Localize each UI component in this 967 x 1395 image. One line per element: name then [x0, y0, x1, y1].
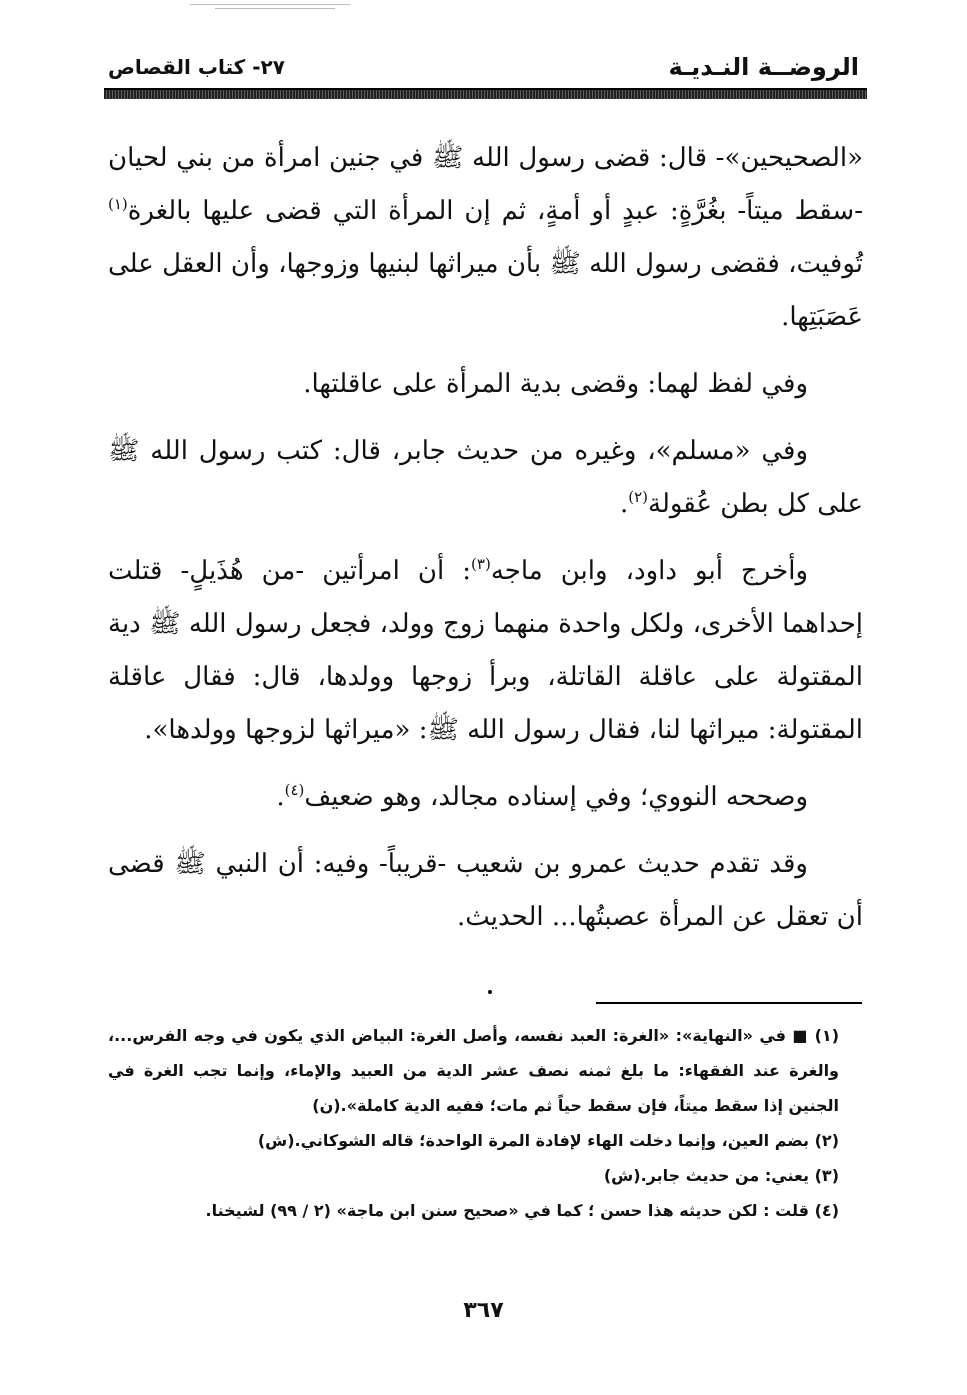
paragraph-text: . — [276, 782, 285, 812]
chapter-title: ٢٧- كتاب القصاص — [108, 55, 285, 79]
paragraph — [108, 358, 863, 411]
footnote-ref: (٤) — [284, 781, 305, 799]
paragraph — [108, 545, 863, 757]
footnote-ref: (٣) — [471, 555, 491, 573]
running-title: الروضــة النـديـة — [668, 53, 859, 81]
paragraph — [108, 132, 863, 344]
paragraph — [108, 838, 863, 944]
footnotes — [108, 1018, 863, 1228]
header-rule — [104, 88, 867, 99]
stray-dot — [488, 990, 492, 994]
paragraph-text: . — [619, 489, 629, 519]
footnote: (١) ■ في «النهاية»: «الغرة: العبد نفسه، وأصل الغرة: البياض الذي يكون في وجه الفرس...، والغرة عند الفقهاء: ما بلغ ثمنه نصف عشر الدية من العبيد والإماء، وإنما تجب الغرة في الجنين إذا سقط ميتاً، فإن سقط حياً ثم مات؛ ففيه الدية كاملة».(ن) — [108, 1026, 839, 1115]
page-number: ٣٦٧ — [463, 1298, 504, 1323]
paragraph-text: وأخرج أبو داود، وابن ماجه — [490, 556, 808, 586]
paragraph-text: تُوفيت، فقضى رسول الله ﷺ بأن ميراثها لبنيها وزوجها، وأن العقل على عَصَبَتِها. — [108, 249, 863, 332]
footnote: (٣) يعني: من حديث جابر.(ش) — [603, 1166, 839, 1185]
paragraph-text: : أن امرأتين -من هُذَيلٍ- قتلت إحداهما الأخرى، ولكل واحدة منهما زوج وولد، فجعل رسول الله ﷺ دية المقتولة على عاقلة القاتلة، وبرأ زوجها وولدها، قال: فقال عاقلة المقتولة: ميراثها لنا، فقال رسول الله ﷺ: «ميراثها لزوجها وولدها». — [108, 556, 863, 745]
footnote: (٢) بضم العين، وإنما دخلت الهاء لإفادة المرة الواحدة؛ قاله الشوكاني.(ش) — [257, 1131, 839, 1150]
paragraph — [108, 771, 863, 824]
paragraph-text: وفي لفظ لهما: وقضى بدية المرأة على عاقلتها. — [303, 369, 808, 399]
paragraph-text: «الصحيحين»- قال: قضى رسول الله ﷺ في جنين امرأة من بني لحيان -سقط ميتاً- بغُرَّةٍ: عبدٍ أو أمةٍ، ثم إن المرأة التي قضى عليها بالغرة — [108, 143, 863, 226]
main-text — [108, 132, 863, 958]
paragraph-text: وفي «مسلم»، وغيره من حديث جابر، قال: كتب رسول الله ﷺ على كل بطن عُقولة — [108, 436, 863, 519]
footnote-ref: (٢) — [628, 488, 649, 506]
paragraph-text: وصححه النووي؛ وفي إسناده مجالد، وهو ضعيف — [304, 782, 808, 812]
footnote: (٤) قلت : لكن حديثه هذا حسن ؛ كما في «صحيح سنن ابن ماجة» (٢ / ٩٩) لشيخنا. — [205, 1201, 839, 1220]
footnote-rule — [596, 1002, 862, 1004]
paragraph — [108, 425, 863, 531]
scan-edge-line — [215, 8, 335, 9]
page-header — [108, 50, 859, 90]
scan-edge-line — [190, 4, 350, 5]
paragraph-text: وقد تقدم حديث عمرو بن شعيب -قريباً- وفيه: أن النبي ﷺ قضى أن تعقل عن المرأة عصبتُها... الحديث. — [108, 849, 863, 932]
footnote-ref: (١) — [108, 195, 128, 213]
